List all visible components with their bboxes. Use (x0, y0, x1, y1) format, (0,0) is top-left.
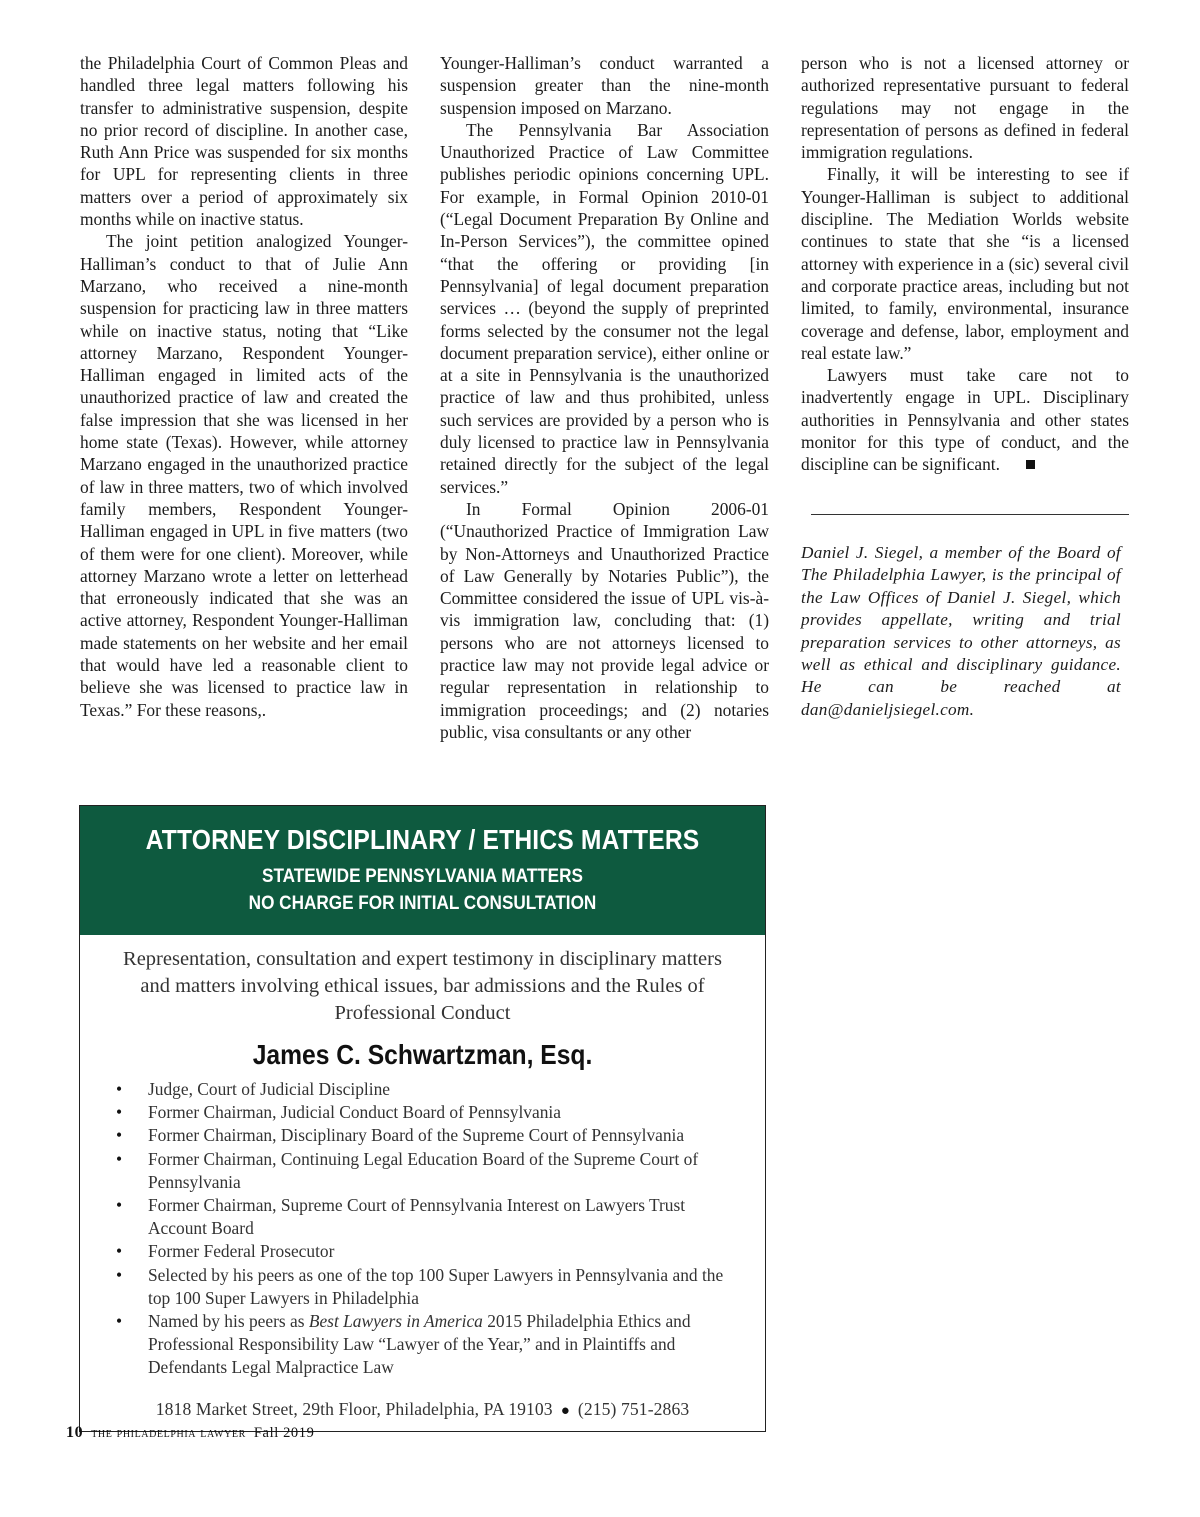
ad-contact (80, 1399, 765, 1420)
paragraph: Finally, it will be interesting to see if Younger-Halliman is subject to additional discipline. The Mediation Worlds website continues to state that she “is a licensed attorney with experience in a (sic) several civil and corporate practice areas, including but not limited, to family, environmental, insurance coverage and defense, labor, employment and real estate law.” (801, 164, 1129, 363)
ad-subtitle: STATEWIDE PENNSYLVANIA MATTERS (262, 865, 583, 887)
list-item: • Former Chairman, Judicial Conduct Board of Pennsylvania (148, 1101, 740, 1124)
list-item-italic: Best Lawyers in America (308, 1311, 483, 1332)
paragraph-final (801, 364, 1129, 475)
ad-attorney-name: James C. Schwartzman, Esq. (252, 1039, 593, 1070)
page-number: 10 (66, 1424, 84, 1441)
paragraph: In Formal Opinion 2006-01 (“Unauthorized Practice of Immigration Law by Non-Attorneys and Unauthorized Practice of Law Generally by Notaries Public”), the Committee considered the issue of UPL vis-à-vis immigration law, concluding that: (1) persons who are not attorneys licensed to practice law may not provide legal advice or regular representation in relationship to immigration proceedings; and (2) notaries public, visa consultants or any other (440, 498, 769, 742)
list-item: • Former Chairman, Supreme Court of Pennsylvania Interest on Lawyers Trust Account Board (148, 1194, 740, 1240)
list-item (148, 1310, 740, 1380)
end-mark-icon (1026, 460, 1035, 469)
paragraph: The Pennsylvania Bar Association Unauthorized Practice of Law Committee publishes periodic opinions concerning UPL. For example, in Formal Opinion 2010-01 (“Legal Document Preparation By Online and In-Person Services”), the committee opined “that the offering or providing [in Pennsylvania] of legal document preparation services … (beyond the supply of preprinted forms selected by the consumer not the legal document preparation service), either online or at a site in Pennsylvania is the unauthorized practice of law and thus prohibited, unless such services are provided by a person who is duly licensed to practice law in Pennsylvania retained directly for the subject of the legal services.” (440, 119, 769, 497)
advertisement (79, 805, 766, 1432)
ad-header (80, 806, 765, 935)
paragraph: the Philadelphia Court of Common Pleas and handled three legal matters following his transfer to administrative suspension, despite no prior record of discipline. In another case, Ruth Ann Price was suspended for six months for UPL for representing clients in three matters over a period of approximately six months while on inactive status. (80, 53, 408, 230)
magazine-name: the philadelphia lawyer (91, 1425, 246, 1441)
bullet-icon: ● (560, 1402, 570, 1419)
list-item: • Former Chairman, Disciplinary Board of the Supreme Court of Pennsylvania (148, 1124, 740, 1147)
author-bio: Daniel J. Siegel, a member of the Board of The Philadelphia Lawyer, is the principal of the Law Offices of Daniel J. Siegel, which provides appellate, writing and trial preparation services to other attorneys, as well as ethical and disciplinary guidance. He can be reached at dan@danieljsiegel.com. (801, 543, 1121, 719)
list-item: • Former Chairman, Continuing Legal Education Board of the Supreme Court of Pennsylvania (148, 1148, 740, 1194)
ad-phone: (215) 751-2863 (577, 1398, 690, 1419)
ad-description: Representation, consultation and expert testimony in disciplinary matters and matters involving ethical issues, bar admissions and the Rules of Professional Conduct (123, 948, 722, 1024)
issue-date: Fall 2019 (253, 1425, 315, 1441)
list-item-text: 2015 Philadelphia Ethics and Professional Responsibility Law “Lawyer of the Year,” and in Plaintiffs and Defendants Legal Malpractice Law (148, 1311, 691, 1378)
paragraph: Younger-Halliman’s conduct warranted a suspension greater than the nine-month suspension imposed on Marzano. (440, 53, 769, 118)
paragraph: The joint petition analogized Younger-Halliman’s conduct to that of Julie Ann Marzano, who received a nine-month suspension for practicing law in three matters while on inactive status, noting that “Like attorney Marzano, Respondent Younger-Halliman engaged in limited acts of the unauthorized practice of law and created the false impression that she was licensed in her home state (Texas). However, while attorney Marzano engaged in the unauthorized practice of law in three matters, two of which involved family members, Respondent Younger-Halliman engaged in UPL in five matters (two of them were for one client). Moreover, while attorney Marzano wrote a letter on letterhead that erroneously indicated that she was an active attorney, Respondent Younger-Halliman made statements on her website and her email that would have led a reasonable client to believe she was licensed to practice law in Texas.” For these reasons,. (80, 231, 408, 720)
list-item: • Judge, Court of Judicial Discipline (148, 1078, 740, 1101)
article-column-3 (801, 52, 1129, 476)
article-column-1 (80, 52, 408, 721)
paragraph-text: Lawyers must take care not to inadvertently engage in UPL. Disciplinary authorities in Pennsylvania and other states monitor for this type of conduct, and the discipline can be significant. (801, 365, 1129, 475)
ad-address: 1818 Market Street, 29th Floor, Philadelphia, PA 19103 (155, 1398, 553, 1419)
page-footer (66, 1424, 314, 1442)
ad-subtitle: NO CHARGE FOR INITIAL CONSULTATION (248, 892, 597, 914)
list-item: • Former Federal Prosecutor (148, 1240, 740, 1263)
article-column-2 (440, 52, 769, 743)
paragraph: person who is not a licensed attorney or authorized representative pursuant to federal regulations may not engage in the representation of persons as defined in federal immigration regulations. (801, 53, 1129, 163)
ad-title: ATTORNEY DISCIPLINARY / ETHICS MATTERS (145, 824, 700, 855)
list-item-text: Named by his peers as (148, 1311, 309, 1332)
bio-divider (811, 514, 1129, 515)
ad-credentials-list (80, 1078, 740, 1380)
list-item: • Selected by his peers as one of the top 100 Super Lawyers in Pennsylvania and the top 100 Super Lawyers in Philadelphia (148, 1264, 740, 1310)
